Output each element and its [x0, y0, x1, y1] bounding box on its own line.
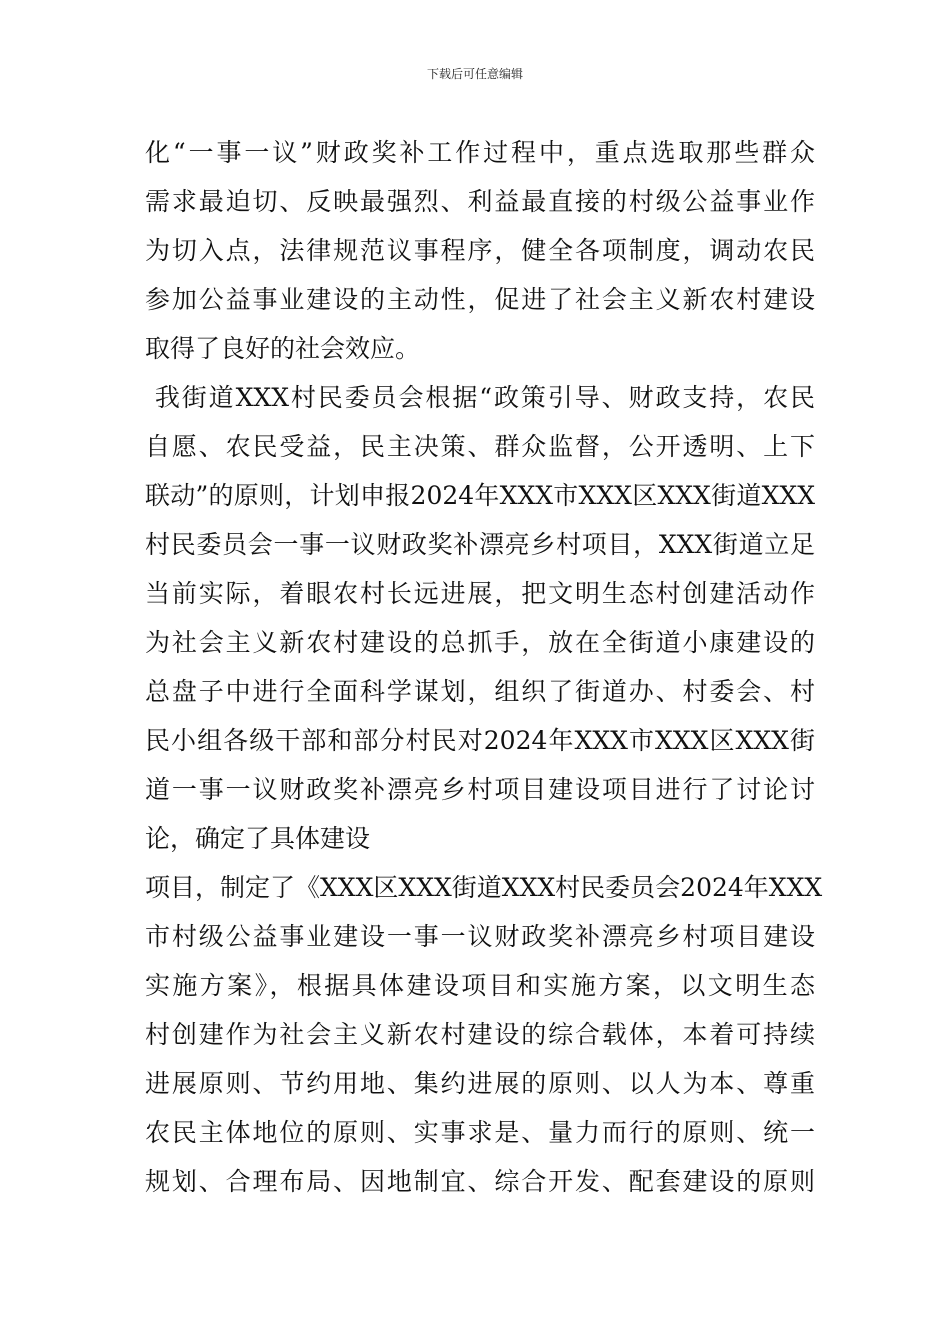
text-line: 联动”的原则，计划申报2024年XXX市XXX区XXX街道XXX [145, 481, 815, 510]
text-line: 为社会主义新农村建设的总抓手，放在全街道小康建设的 [145, 628, 815, 657]
text-line: 民小组各级干部和部分村民对2024年XXX市XXX区XXX街 [145, 726, 815, 755]
text-line: 道一事一议财政奖补漂亮乡村项目建设项目进行了讨论讨 [145, 775, 815, 804]
text-line: 我街道XXX村民委员会根据“政策引导、财政支持，农民 [145, 383, 815, 412]
text-line: 项目，制定了《XXX区XXX街道XXX村民委员会2024年XXX [145, 873, 823, 902]
text-line: 进展原则、节约用地、集约进展的原则、以人为本、尊重 [145, 1069, 815, 1098]
text-line: 农民主体地位的原则、实事求是、量力而行的原则、统一 [145, 1118, 815, 1147]
text-line: 取得了良好的社会效应。 [145, 334, 421, 363]
document-body [145, 128, 823, 1206]
text-line: 当前实际，着眼农村长远进展，把文明生态村创建活动作 [145, 579, 815, 608]
text-line: 自愿、农民受益，民主决策、群众监督，公开透明、上下 [145, 432, 815, 461]
text-line: 化“一事一议”财政奖补工作过程中，重点选取那些群众 [145, 138, 815, 167]
text-line: 为切入点，法律规范议事程序，健全各项制度，调动农民 [145, 236, 815, 265]
text-line: 论，确定了具体建设 [145, 824, 371, 853]
text-line: 市村级公益事业建设一事一议财政奖补漂亮乡村项目建设 [145, 922, 815, 951]
text-line: 规划、合理布局、因地制宜、综合开发、配套建设的原则 [145, 1167, 815, 1196]
page-header-note: 下载后可任意编辑 [426, 67, 523, 81]
text-line: 参加公益事业建设的主动性，促进了社会主义新农村建设 [145, 285, 815, 314]
text-line: 实施方案》，根据具体建设项目和实施方案，以文明生态 [145, 971, 815, 1000]
text-line: 村创建作为社会主义新农村建设的综合载体，本着可持续 [145, 1020, 815, 1049]
text-line: 需求最迫切、反映最强烈、利益最直接的村级公益事业作 [145, 187, 815, 216]
text-line: 村民委员会一事一议财政奖补漂亮乡村项目，XXX街道立足 [145, 530, 815, 559]
text-line: 总盘子中进行全面科学谋划，组织了街道办、村委会、村 [145, 677, 815, 706]
